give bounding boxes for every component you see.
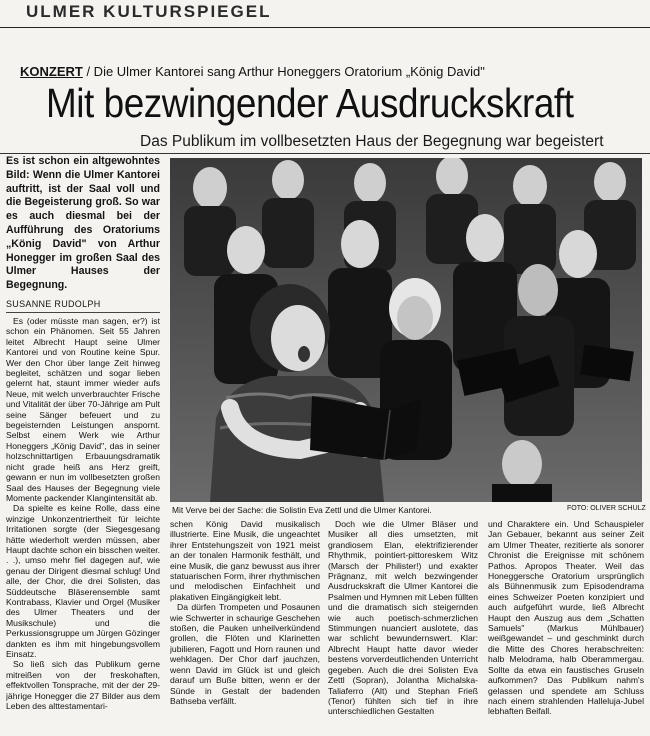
kicker-text: / Die Ulmer Kantorei sang Arthur Honeggers Oratorium „König David" xyxy=(82,64,485,79)
paragraph: schen König David musikalisch illustrierte. Eine Musik, die ungeachtet ihrer Entstehungszeit von 1921 meist an der tonalen Harmonik festhält, und eine Musik, die ganz bewusst aus ihrer statuarischen Form, ihrer rhythmischen und melodischen Einfachheit und plakativen Eingängigkeit lebt. xyxy=(170,519,320,602)
paragraph: Da dürfen Trompeten und Posaunen wie Schwerter in schaurige Geschehen stoßen, die Pauken unheilverkündend grollen, die Flöten und Klarinetten jubilieren, Fagott und Horn raunen und wehklagen. Der Chor darf jauchzen, wenn David im Glück ist und gleich darauf um Buße bitten, wenn er der Sünde in Gestalt der badenden Bathseba verfällt. xyxy=(170,602,320,706)
article-column-4 xyxy=(488,519,644,734)
paragraph: Da spielte es keine Rolle, dass eine winzige Unkonzentriertheit für leichte Irritationen sorgte (der Siegesgesang hätte wiederholt werden müssen, aber Haupt dachte schon ein bisschen weiter. . .), umso mehr fiel dagegen auf, wie genau der Dirigent diesmal schlug! Und alle, der Chor, die drei Solisten, das Süddeutsche Bläserensemble samt Kontrabass, Klavier und Orgel (Musiker des Ulmer Theaters und der Musikschule) und die Perkussionsgruppe um Jürgen Gözinger dankten es ihm mit hingebungsvollem Einsatz. xyxy=(6,503,160,659)
article-column-1 xyxy=(6,316,160,734)
section-title: ULMER KULTURSPIEGEL xyxy=(26,2,272,21)
concert-photo xyxy=(170,158,642,502)
subheadline: Das Publikum im vollbesetzten Haus der Begegnung war begeistert xyxy=(140,133,604,150)
article-column-2 xyxy=(170,519,320,734)
paragraph: Es (oder müsste man sagen, er?) ist schon ein Phänomen. Seit 55 Jahren leitet Albrecht Haupt seine Ulmer Kantorei und von Routine keine Spur. Wer den Chor über lange Zeit hinweg begleitet, schätzen und sogar lieben gelernt hat, staunt immer wieder aufs Neue, mit welch unverbrauchter Frische und Vitalität der über 70-Jährige am Pult seine Sänger befeuert und zu begeisternden Leistungen anspornt. Selbst einem Werk wie Arthur Honeggers „König David", das in seiner holzschnittartigen Erbauungsdramatik nicht grade heiß ans Herz greift, gewann er nun im vollbesetzten großen Saal des Hauses der Begegnung viele Momente packender Klangintensität ab. xyxy=(6,316,160,503)
kicker xyxy=(20,64,485,79)
paragraph: So ließ sich das Publikum gerne mitreißen von der freskohaften, effektvollen Tonsprache, mit der der 29-jährige Honegger die 27 Bilder aus dem Leben des alttestamentari- xyxy=(6,659,160,712)
paragraph: Doch wie die Ulmer Bläser und Musiker all dies umsetzten, mit grandiosem Elan, elektrifizierender Rhythmik, pointiert-pittoreskem Witz (Marsch der Philister!) und exakter Prägnanz, mit welch bezwingender Ausdruckskraft die Ulmer Kantorei die Psalmen und Hymnen mit Leben füllten und die dramatisch sich steigernden wie auch poetisch-schmerzlichen Stimmungen nuanciert auslotete, das war schlicht bewundernswert. Klar: Albrecht Haupt hatte davor wieder bestens vorverdeutlichenden Unterricht gegeben. Auch die drei Solisten Eva Zettl (Sopran), Jolantha Michalska-Taliaferro (Alt) und Stephan Frieß (Tenor) fühlten sich tief in ihre unterschiedlichen Gestalten xyxy=(328,519,478,717)
lead-paragraph: Es ist schon ein altgewohntes Bild: Wenn die Ulmer Kantorei auftritt, ist der Saal voll und die Begeisterung groß. So war es auch diesmal bei der Aufführung des Oratoriums „König David" von Arthur Honegger im großen Saal des Ulmer Hauses der Begegnung. xyxy=(6,155,160,292)
author-byline: SUSANNE RUDOLPH xyxy=(6,299,101,309)
headline: Mit bezwingender Ausdruckskraft xyxy=(46,80,574,126)
photo-caption: Mit Verve bei der Sache: die Solistin Eva Zettl und die Ulmer Kantorei. xyxy=(172,505,432,515)
photo-credit: FOTO: OLIVER SCHULZ xyxy=(567,505,646,512)
photo-illustration xyxy=(170,158,642,502)
article-column-3 xyxy=(328,519,478,734)
top-rule xyxy=(0,27,650,28)
byline-rule xyxy=(6,312,160,313)
paragraph: und Charaktere ein. Und Schauspieler Jan Gebauer, bekannt aus seiner Zeit am Ulmer Theater, rezitierte als sonorer Chronist die Ereignisse mit schönem Pathos. Apropos Theater. Weil das Honeggersche Oratorium ursprünglich als Bühnenmusik zum Episodendrama eines Schweizer Poeten konzipiert und auch aufgeführt wurde, ließ Albrecht Haupt den Auszug aus dem „Schatten Samuels" (Markus Mühlbauer) weißgewandet – und geschminkt durch die Mitte des Chores herabschreiten: halb Melodrama, halb Oberammergau. Sollte da etwa ein faustisches Gruseln aufkommen? Das Publikum nahm's gelassen und spendete am Schluss nach einem strahlenden Halleluja-Jubel lebhaften Beifall. xyxy=(488,519,644,717)
header-rule xyxy=(0,153,650,154)
kicker-keyword: KONZERT xyxy=(20,64,83,79)
